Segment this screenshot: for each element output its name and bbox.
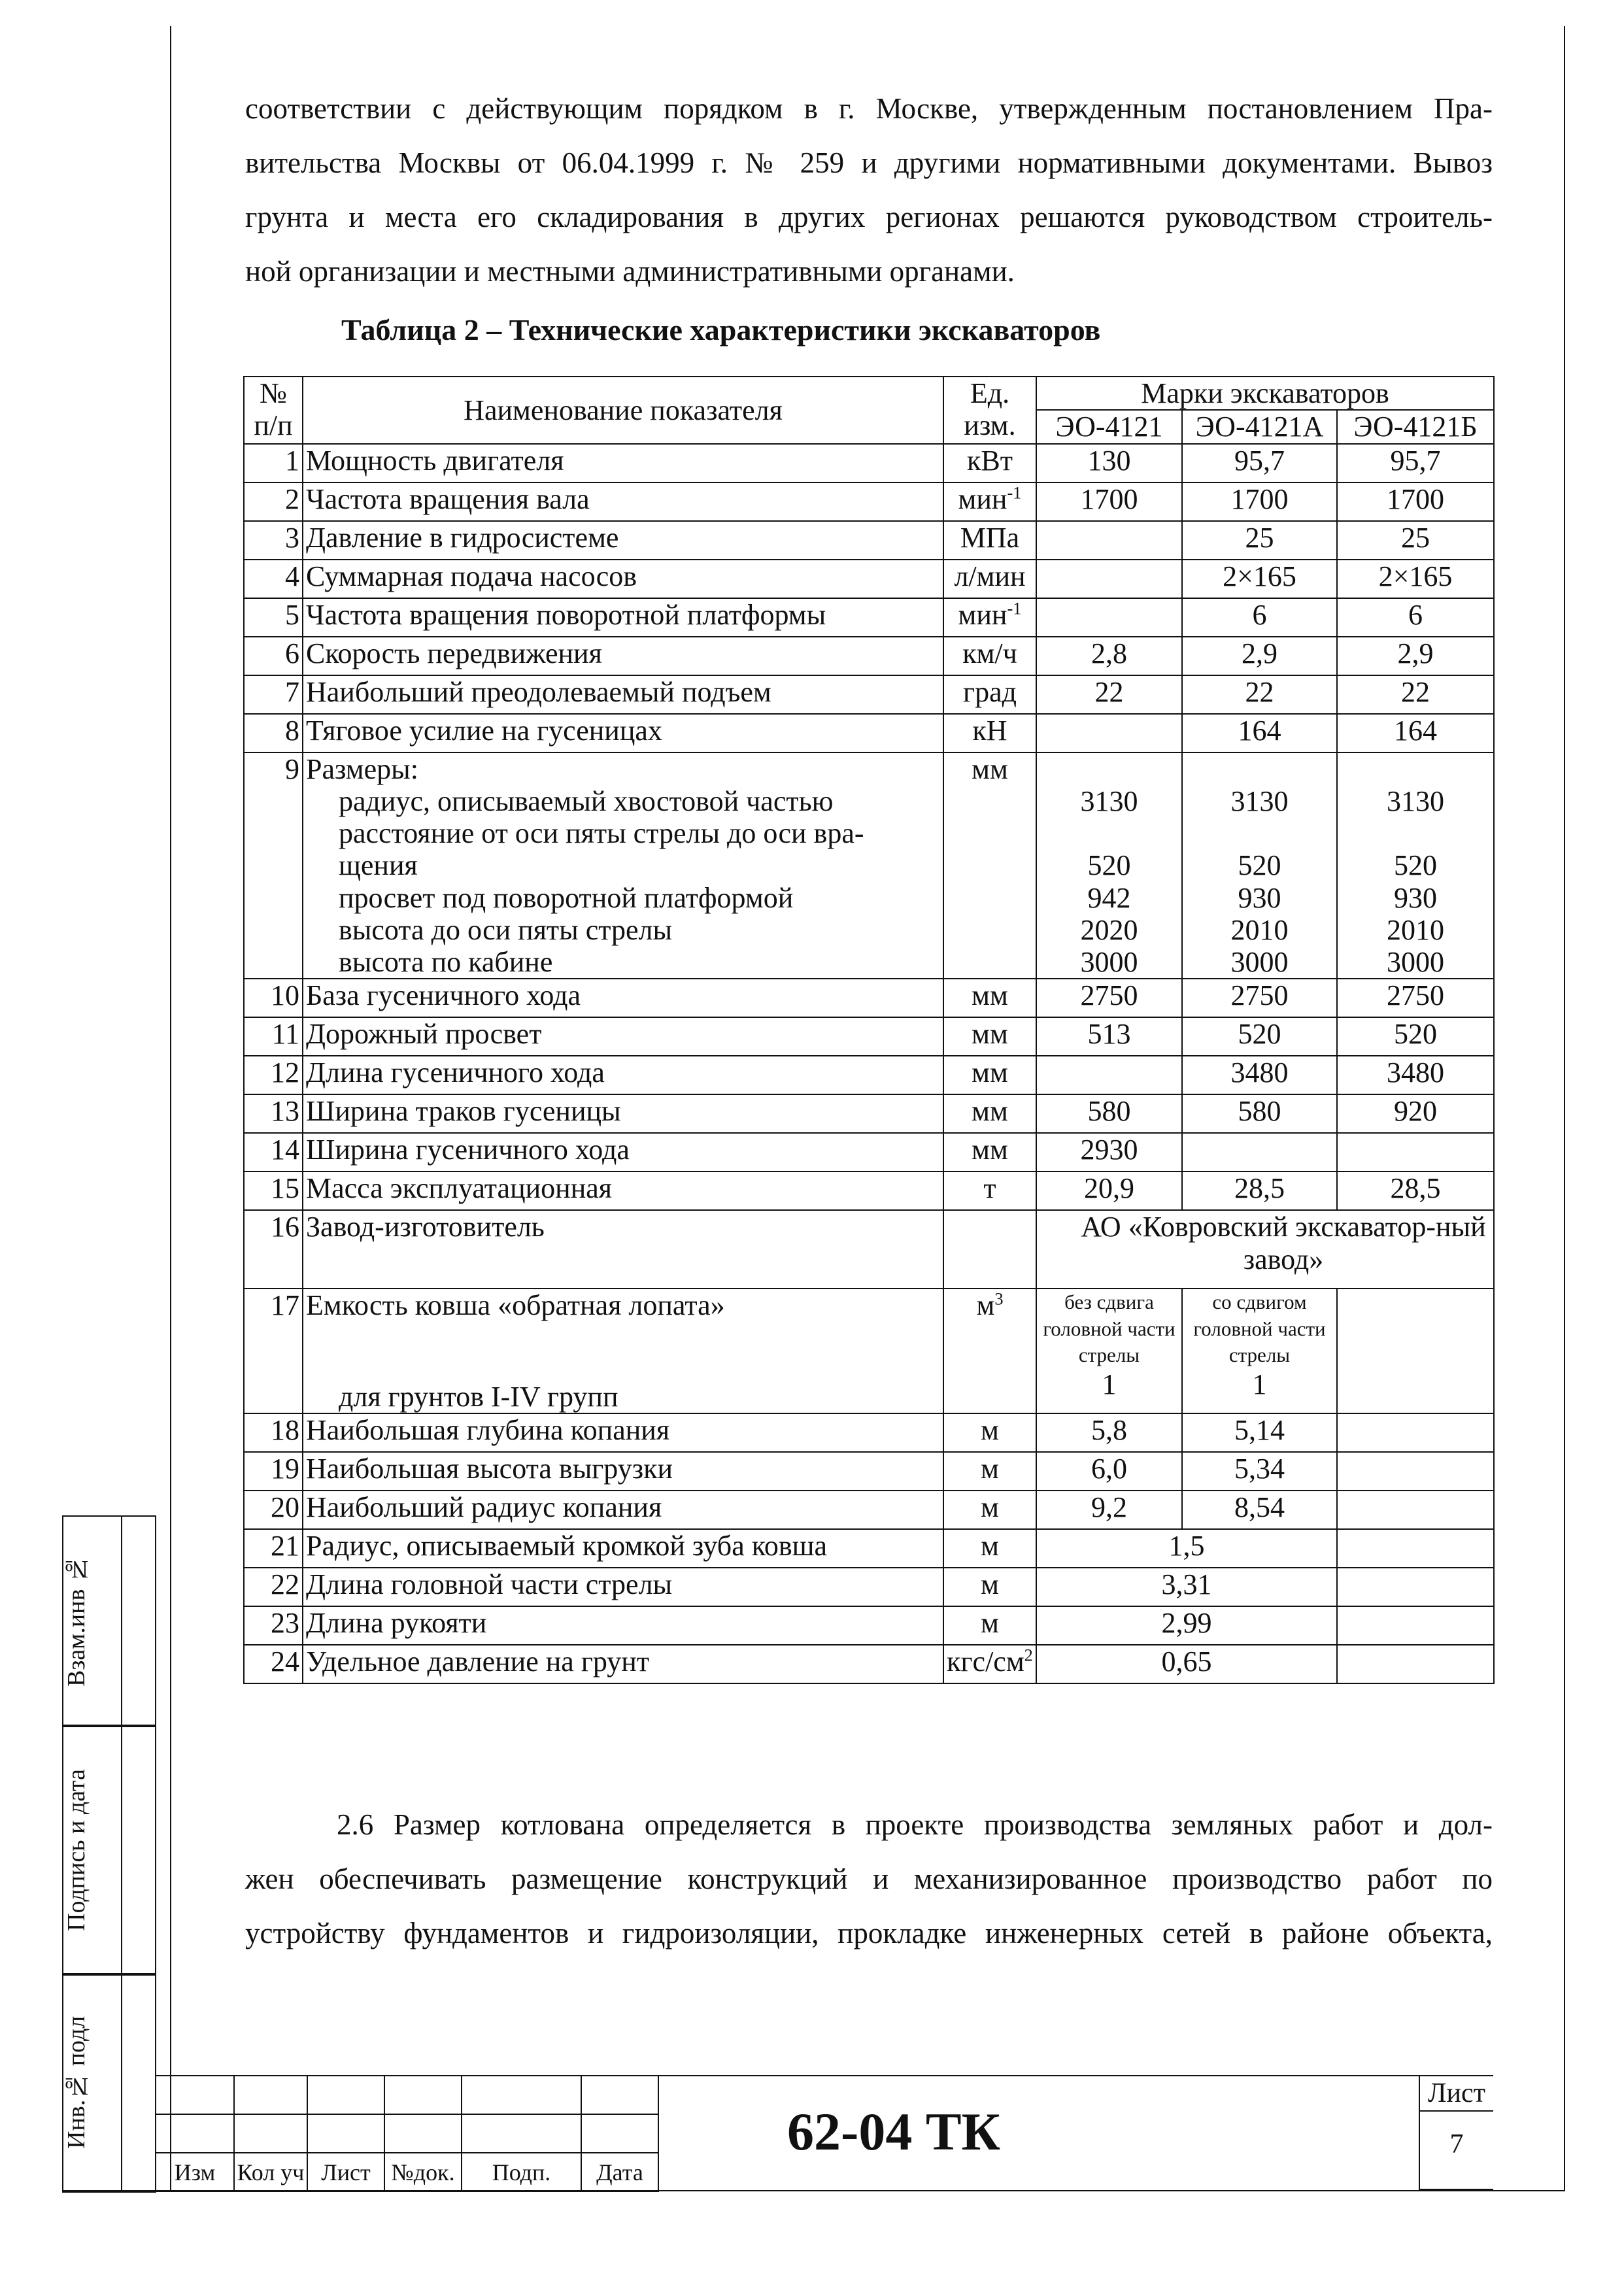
row-num: 11 [244,1017,303,1056]
header-num: № п/п [244,377,303,444]
row-unit: мм [943,1056,1036,1094]
para-line: жен обеспечивать размещение конструкций и механизированное производство работ по [245,1863,1493,1895]
row-unit: м [943,1413,1036,1452]
row-num: 12 [244,1056,303,1094]
row-num: 23 [244,1606,303,1645]
value-cell [1337,1452,1494,1491]
row-unit: км/ч [943,637,1036,675]
manufacturer-value: АО «Ковровский экскаватор-ный завод» [1036,1210,1494,1289]
value-cell: 2×165 [1182,560,1337,598]
side-label-signature: Подпись и дата [63,1768,90,1932]
table-row [244,675,1494,714]
value-cell: 6 [1337,598,1494,637]
row-name: Наибольший преодолеваемый подъем [303,675,943,714]
table-row [244,1491,1494,1529]
stamp-col-label: Лист [307,2153,384,2191]
value-cell: 22 [1036,675,1182,714]
row-num: 2 [244,482,303,521]
intro-line: грунта и места его складирования в других регионах решаются руководством строитель- [245,201,1493,233]
value-cell: 28,5 [1182,1172,1337,1210]
row-name: Скорость передвижения [303,637,943,675]
stamp-col-label: Дата [581,2153,658,2191]
table-row [244,637,1494,675]
header-name: Наименование показателя [303,377,943,444]
table-row [244,1210,1494,1289]
value-cell: 2,99 [1036,1606,1337,1645]
value-cell: 580 [1182,1094,1337,1133]
row-unit: мм [943,1094,1036,1133]
left-frame-line [170,26,171,2191]
sub-item: высота по кабине [339,946,553,979]
row-name: Длина гусеничного хода [303,1056,943,1094]
rows-group-c [244,1413,1494,1529]
intro-line: соответствии с действующим порядком в г. Москве, утвержденным постановлением Пра- [245,92,1493,125]
row-name: Частота вращения поворотной платформы [303,598,943,637]
row-num: 20 [244,1491,303,1529]
value-cell: 920 [1337,1094,1494,1133]
sheet-number: 7 [1449,2129,1464,2159]
value-cell [1337,1568,1494,1606]
table-row [244,1172,1494,1210]
row-name: Масса эксплуатационная [303,1172,943,1210]
value: 930 [1238,881,1281,914]
row-name: Удельное давление на грунт [303,1645,943,1683]
value-cell: 3480 [1337,1056,1494,1094]
row-name: Ширина гусеничного хода [303,1133,943,1172]
value-cell: 513 [1036,1017,1182,1056]
header-unit: Ед. изм. [943,377,1036,444]
sub-item: просвет под поворотной платформой [339,881,794,914]
value-cell [1337,1491,1494,1529]
intro-line: ной организации и местными административными органами. [245,255,1015,288]
row-num: 19 [244,1452,303,1491]
row-unit: м [943,1452,1036,1491]
table-header-row [244,377,1494,410]
value-cell: 6 [1182,598,1337,637]
row-name [303,752,943,979]
side-divider [121,1515,122,2190]
value-cell: 1,5 [1036,1529,1337,1568]
value: 520 [1394,849,1437,882]
row-name: Тяговое усилие на гусеницах [303,714,943,752]
value: 3130 [1387,784,1444,817]
row-name-text: Емкость ковша «обратная лопата» [306,1289,725,1322]
unit-text: $м^3$ [976,1289,1004,1322]
value: 1 [1102,1368,1117,1401]
row-unit: л/мин [943,560,1036,598]
row-name: Длина головной части стрелы [303,1568,943,1606]
value-cell [1337,752,1494,979]
table-row [244,979,1494,1017]
value: 930 [1394,881,1437,914]
value: 3130 [1080,784,1138,817]
value-cell: 3480 [1182,1056,1337,1094]
value: 3000 [1230,946,1289,979]
value-cell: 6,0 [1036,1452,1182,1491]
value-cell [1036,521,1182,560]
title-block [155,2075,1493,2190]
value-cell [1337,1413,1494,1452]
row-unit: м [943,1491,1036,1529]
row-unit: т [943,1172,1036,1210]
bucket-note: без сдвига головной части стрелы [1043,1290,1176,1366]
value-cell: 2,9 [1337,637,1494,675]
row-name: Ширина траков гусеницы [303,1094,943,1133]
row-unit: м [943,1529,1036,1568]
row-num: 14 [244,1133,303,1172]
value-cell: 520 [1182,1017,1337,1056]
table-title: Таблица 2 – Технические характеристики экскаваторов [341,313,1101,346]
value-cell: 0,65 [1036,1645,1337,1683]
value-cell: 25 [1337,521,1494,560]
row-num: 5 [244,598,303,637]
value-cell: 8,54 [1182,1491,1337,1529]
sheet-label: Лист [1420,2076,1493,2112]
value-cell: 22 [1337,675,1494,714]
row-unit: мм [943,979,1036,1017]
side-label-inventory: Инв.№ подл [63,2016,90,2149]
row-unit: кгс/$см^2$ [943,1645,1036,1683]
row-num: 9 [244,752,303,979]
document-code: 62-04 ТК [787,2102,1000,2161]
brand-cell: ЭО-4121А [1182,410,1337,443]
table-row [244,1452,1494,1491]
value: 3000 [1080,946,1138,979]
row-name [303,1289,943,1413]
stamp-col-label: №док. [384,2153,462,2191]
row-unit: кВт [943,444,1036,482]
value-cell: 9,2 [1036,1491,1182,1529]
value-cell: 130 [1036,444,1182,482]
row-unit: мин$^{-1}$ [943,482,1036,521]
value: 2010 [1230,913,1289,946]
value: 520 [1087,849,1131,882]
value-cell [1337,1645,1494,1683]
spec-table [243,376,1495,1684]
value-cell: 95,7 [1337,444,1494,482]
table-row [244,560,1494,598]
table-row [244,1529,1494,1568]
table-row [244,1289,1494,1413]
value-cell: 2,8 [1036,637,1182,675]
value-cell: 2750 [1337,979,1494,1017]
row-num: 8 [244,714,303,752]
value: 3000 [1387,946,1444,979]
row-name: Дорожный просвет [303,1017,943,1056]
table-row [244,521,1494,560]
value-cell: 1700 [1337,482,1494,521]
table-row [244,598,1494,637]
row-num: 7 [244,675,303,714]
row-unit [943,1289,1036,1413]
value-cell [1182,1133,1337,1172]
row-name: Длина рукояти [303,1606,943,1645]
row-unit: мм [943,1017,1036,1056]
table-row [244,1017,1494,1056]
value-cell [1036,560,1182,598]
row-unit: м [943,1606,1036,1645]
row-name: Наибольший радиус копания [303,1491,943,1529]
stamp-col-label: Изм [156,2153,234,2191]
row-num: 21 [244,1529,303,1568]
row-name: База гусеничного хода [303,979,943,1017]
row-unit: м [943,1568,1036,1606]
row-unit: кН [943,714,1036,752]
row-unit [943,1210,1036,1289]
row-name-text: Размеры: [306,752,418,785]
value-cell [1036,1056,1182,1094]
value-cell: 520 [1337,1017,1494,1056]
table-row [244,1413,1494,1452]
sub-item: радиус, описываемый хвостовой частью [339,784,834,817]
value-cell [1036,714,1182,752]
value-cell [1337,1529,1494,1568]
table-row [244,1133,1494,1172]
row-num: 17 [244,1289,303,1413]
table-row [244,1056,1494,1094]
value: 942 [1087,881,1131,914]
row-name: Завод-изготовитель [303,1210,943,1289]
stamp-col-label: Кол уч [234,2153,307,2191]
value: 3130 [1230,784,1289,817]
value-cell: 95,7 [1182,444,1337,482]
table-row [244,1645,1494,1683]
value-cell [1337,1289,1494,1413]
value-cell: 5,14 [1182,1413,1337,1452]
value-cell: 25 [1182,521,1337,560]
value-cell [1036,752,1182,979]
row-name: Мощность двигателя [303,444,943,482]
row-num: 13 [244,1094,303,1133]
value-cell: 5,34 [1182,1452,1337,1491]
value-cell: 1700 [1182,482,1337,521]
section-2-6-paragraph [245,1798,1493,1961]
value-cell [1337,1133,1494,1172]
row-unit: МПа [943,521,1036,560]
bucket-note: со сдвигом головной части стрелы [1193,1290,1326,1366]
value-cell [1337,1606,1494,1645]
row-num: 15 [244,1172,303,1210]
table-row [244,1094,1494,1133]
value-cell: 22 [1182,675,1337,714]
row-num: 6 [244,637,303,675]
value-cell: 2750 [1036,979,1182,1017]
side-label-replacement: Взам.инв № [63,1555,90,1687]
sub-item: щения [339,849,418,882]
row-num: 24 [244,1645,303,1683]
revision-table [155,2075,659,2192]
value-cell: 2930 [1036,1133,1182,1172]
row-name: Радиус, описываемый кромкой зуба ковша [303,1529,943,1568]
row-num: 10 [244,979,303,1017]
value-cell [1036,1289,1182,1413]
row-num: 3 [244,521,303,560]
value-cell [1036,598,1182,637]
value-cell: 580 [1036,1094,1182,1133]
value: 2020 [1080,913,1138,946]
table-row [244,714,1494,752]
rows-group-a [244,444,1494,752]
rows-group-d [244,1529,1494,1683]
value-cell: 28,5 [1337,1172,1494,1210]
header-brands: Марки экскаваторов [1036,377,1494,410]
value-cell: 5,8 [1036,1413,1182,1452]
sheet-box [1419,2075,1493,2190]
para-line: устройству фундаментов и гидроизоляции, прокладке инженерных сетей в районе объекта, [245,1917,1493,1949]
rows-group-b [244,979,1494,1210]
row-name: Давление в гидросистеме [303,521,943,560]
sub-item: для грунтов I-IV групп [339,1380,618,1413]
row-name: Наибольшая глубина копания [303,1413,943,1452]
value-cell: 1700 [1036,482,1182,521]
value-cell: 20,9 [1036,1172,1182,1210]
value: 2010 [1387,913,1444,946]
row-unit: мм [943,752,1036,979]
right-frame-line [1564,26,1565,2191]
row-name: Частота вращения вала [303,482,943,521]
value-cell [1182,752,1337,979]
value: 1 [1252,1368,1267,1401]
value-cell: 2750 [1182,979,1337,1017]
intro-paragraph [245,82,1493,299]
table-row [244,482,1494,521]
value-cell [1182,1289,1337,1413]
value-cell: 164 [1182,714,1337,752]
value-cell: 164 [1337,714,1494,752]
row-num: 22 [244,1568,303,1606]
row-name: Наибольшая высота выгрузки [303,1452,943,1491]
row-unit: град [943,675,1036,714]
row-num: 4 [244,560,303,598]
table-row [244,1606,1494,1645]
intro-line: вительства Москвы от 06.04.1999 г. № 259 и другими нормативными документами. Вывоз [245,146,1493,179]
value-cell: 3,31 [1036,1568,1337,1606]
row-num: 18 [244,1413,303,1452]
sub-item: расстояние от оси пяты стрелы до оси вра- [339,817,864,850]
brand-cell: ЭО-4121 [1036,410,1182,443]
row-num: 16 [244,1210,303,1289]
row-name: Суммарная подача насосов [303,560,943,598]
table-row [244,444,1494,482]
row-unit: мм [943,1133,1036,1172]
title-block-top-line [658,2075,1493,2076]
sub-item: высота до оси пяты стрелы [339,913,673,946]
brand-cell: ЭО-4121Б [1337,410,1494,443]
row-num: 1 [244,444,303,482]
value-cell: 2,9 [1182,637,1337,675]
table-row [244,1568,1494,1606]
row-unit: мин$^{-1}$ [943,598,1036,637]
table-row [244,752,1494,979]
para-line: 2.6 Размер котлована определяется в проекте производства земляных работ и дол- [337,1808,1493,1841]
value: 520 [1238,849,1281,882]
stamp-col-label: Подп. [462,2153,581,2191]
value-cell: 2×165 [1337,560,1494,598]
